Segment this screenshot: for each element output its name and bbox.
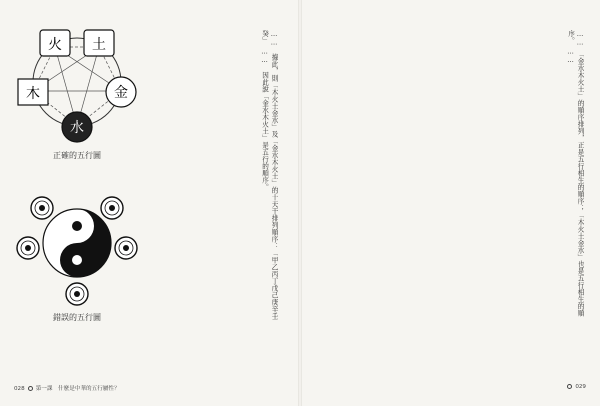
- element-node-wood: [18, 79, 48, 105]
- element-node-fire: [40, 30, 70, 56]
- left-page-footer: [14, 384, 120, 392]
- element-token-top-right: [101, 197, 123, 219]
- svg-text:金: 金: [114, 85, 128, 101]
- footer-ornament-icon: [28, 386, 33, 391]
- left-page-number: 028: [14, 386, 25, 392]
- right-page-number: 029: [575, 384, 586, 390]
- running-head-title: 第一課 什麼是中華的五行屬性？: [35, 386, 120, 392]
- right-page-body-text: …… 「金水木火土」的順序排列，正是五行相生的順序；「木火土金水」也是五行相生的順序。 ……: [566, 30, 584, 317]
- incorrect-five-elements-diagram: [12, 178, 142, 308]
- svg-text:水: 水: [70, 120, 84, 136]
- right-page-footer: [564, 384, 586, 390]
- element-node-earth: [84, 30, 114, 56]
- correct-five-elements-diagram: [12, 16, 142, 146]
- right-page: [302, 0, 600, 406]
- svg-text:土: 土: [92, 37, 106, 53]
- element-token-top-left: [31, 197, 53, 219]
- correct-diagram-caption: 正確的五行圖: [53, 151, 101, 160]
- incorrect-diagram-caption: 錯誤的五行圖: [53, 313, 101, 322]
- taiji-symbol: [43, 209, 111, 277]
- element-token-right: [115, 237, 137, 259]
- left-page: [0, 0, 298, 406]
- element-node-metal: [106, 77, 136, 107]
- element-token-bottom: [66, 283, 88, 305]
- element-token-left: [17, 237, 39, 259]
- svg-text:木: 木: [26, 86, 40, 102]
- svg-text:火: 火: [48, 37, 62, 53]
- element-node-water: [62, 112, 92, 142]
- footer-ornament-icon: [567, 384, 572, 389]
- left-page-body-text: …… 據此，則「木火土金水」及「金水木火土」的十天干排列順序：「甲乙丙丁戊己庚辛壬癸」 …… 因此說「金水木火土」是五行的順序。: [260, 30, 278, 320]
